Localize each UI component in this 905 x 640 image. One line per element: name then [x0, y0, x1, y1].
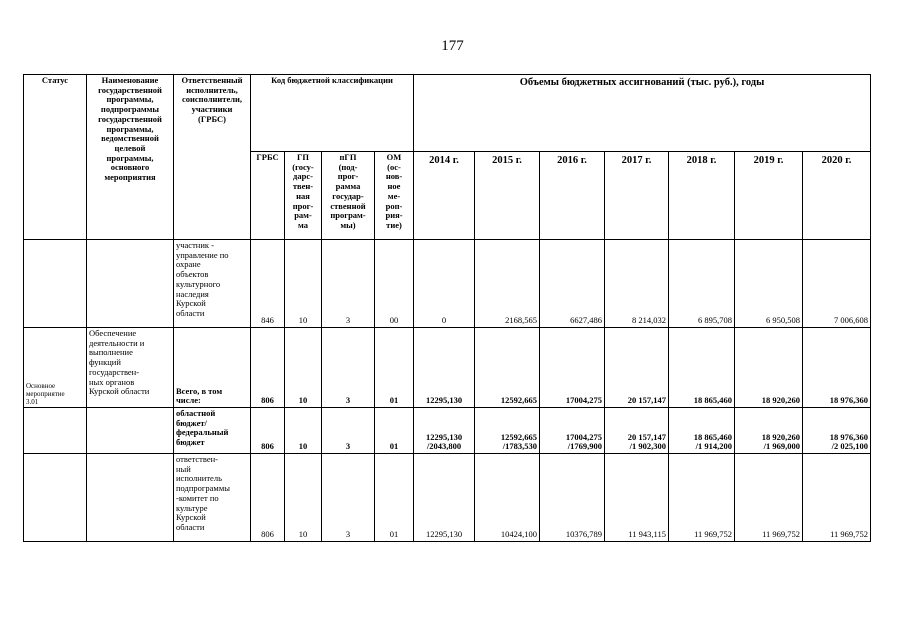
header-year-2015: 2015 г.	[475, 152, 540, 240]
header-name: Наименование государственной программы, подпрограммы государственной программы, ведомственной целевой программы, основного мероприятия	[87, 75, 174, 240]
cell-value-2014: 0	[414, 240, 475, 328]
header-budget-code: Код бюджетной классификации	[251, 75, 414, 152]
cell-value-2014: 12295,130 /2043,800	[414, 408, 475, 454]
cell-value-2014: 12295,130	[414, 328, 475, 408]
header-om: ОМ (ос- нов- ное ме- роп- рия- тие)	[375, 152, 414, 240]
header-year-2019: 2019 г.	[735, 152, 803, 240]
cell-name	[87, 240, 174, 328]
cell-name	[87, 454, 174, 542]
cell-value-2018: 18 865,460 /1 914,200	[669, 408, 735, 454]
cell-value-2018: 6 895,708	[669, 240, 735, 328]
table-row	[24, 408, 871, 454]
header-year-2018: 2018 г.	[669, 152, 735, 240]
cell-executor: ответствен- ный исполнитель подпрограммы -комитет по культуре Курской области	[174, 454, 251, 542]
cell-status: Основное мероприятие 3.01	[24, 328, 87, 408]
cell-executor: участник - управление по охране объектов культурного наследия Курской области	[174, 240, 251, 328]
header-grbs: ГРБС	[251, 152, 285, 240]
cell-value-2016: 10376,789	[540, 454, 605, 542]
cell-pgp: 3	[322, 454, 375, 542]
header-allocations: Объемы бюджетных ассигнований (тыс. руб.), годы	[414, 75, 871, 152]
cell-om: 00	[375, 240, 414, 328]
cell-value-2014: 12295,130	[414, 454, 475, 542]
cell-name	[87, 408, 174, 454]
cell-value-2016: 17004,275	[540, 328, 605, 408]
cell-status	[24, 454, 87, 542]
cell-om: 01	[375, 408, 414, 454]
cell-value-2017: 11 943,115	[605, 454, 669, 542]
header-year-2020: 2020 г.	[803, 152, 871, 240]
cell-grbs: 806	[251, 408, 285, 454]
cell-value-2020: 7 006,608	[803, 240, 871, 328]
page-number: 177	[441, 38, 464, 54]
cell-gp: 10	[285, 408, 322, 454]
cell-value-2019: 11 969,752	[735, 454, 803, 542]
cell-executor: Всего, в том числе:	[174, 328, 251, 408]
cell-value-2019: 6 950,508	[735, 240, 803, 328]
cell-value-2015: 12592,665 /1783,530	[475, 408, 540, 454]
cell-pgp: 3	[322, 240, 375, 328]
cell-value-2020: 18 976,360	[803, 328, 871, 408]
cell-value-2020: 18 976,360 /2 025,100	[803, 408, 871, 454]
header-year-2014: 2014 г.	[414, 152, 475, 240]
cell-grbs: 806	[251, 454, 285, 542]
cell-grbs: 806	[251, 328, 285, 408]
cell-pgp: 3	[322, 408, 375, 454]
cell-value-2018: 11 969,752	[669, 454, 735, 542]
header-year-2017: 2017 г.	[605, 152, 669, 240]
table-row	[24, 240, 871, 328]
header-year-2016: 2016 г.	[540, 152, 605, 240]
cell-value-2018: 18 865,460	[669, 328, 735, 408]
cell-executor: областной бюджет/ федеральный бюджет	[174, 408, 251, 454]
cell-value-2015: 2168,565	[475, 240, 540, 328]
header-executor: Ответственный исполнитель, соисполнители, участники (ГРБС)	[174, 75, 251, 240]
header-status: Статус	[24, 75, 87, 240]
cell-gp: 10	[285, 454, 322, 542]
cell-value-2016: 17004,275 /1769,900	[540, 408, 605, 454]
cell-value-2020: 11 969,752	[803, 454, 871, 542]
cell-gp: 10	[285, 328, 322, 408]
cell-om: 01	[375, 454, 414, 542]
table-row	[24, 328, 871, 408]
cell-value-2019: 18 920,260	[735, 328, 803, 408]
budget-table	[23, 74, 871, 542]
table-row	[24, 454, 871, 542]
cell-status	[24, 240, 87, 328]
cell-value-2016: 6627,486	[540, 240, 605, 328]
cell-value-2015: 10424,100	[475, 454, 540, 542]
cell-value-2017: 20 157,147	[605, 328, 669, 408]
cell-grbs: 846	[251, 240, 285, 328]
cell-value-2017: 8 214,032	[605, 240, 669, 328]
header-row-top	[24, 75, 871, 152]
cell-pgp: 3	[322, 328, 375, 408]
cell-value-2019: 18 920,260 /1 969,000	[735, 408, 803, 454]
cell-name: Обеспечение деятельности и выполнение функций государствен- ных органов Курской области	[87, 328, 174, 408]
cell-status	[24, 408, 87, 454]
header-gp: ГП (госу- дарс- твен- ная прог- рам- ма	[285, 152, 322, 240]
header-pgp: пГП (под- прог- рамма государ- ственной програм- мы)	[322, 152, 375, 240]
cell-gp: 10	[285, 240, 322, 328]
cell-value-2017: 20 157,147 /1 902,300	[605, 408, 669, 454]
cell-om: 01	[375, 328, 414, 408]
cell-value-2015: 12592,665	[475, 328, 540, 408]
